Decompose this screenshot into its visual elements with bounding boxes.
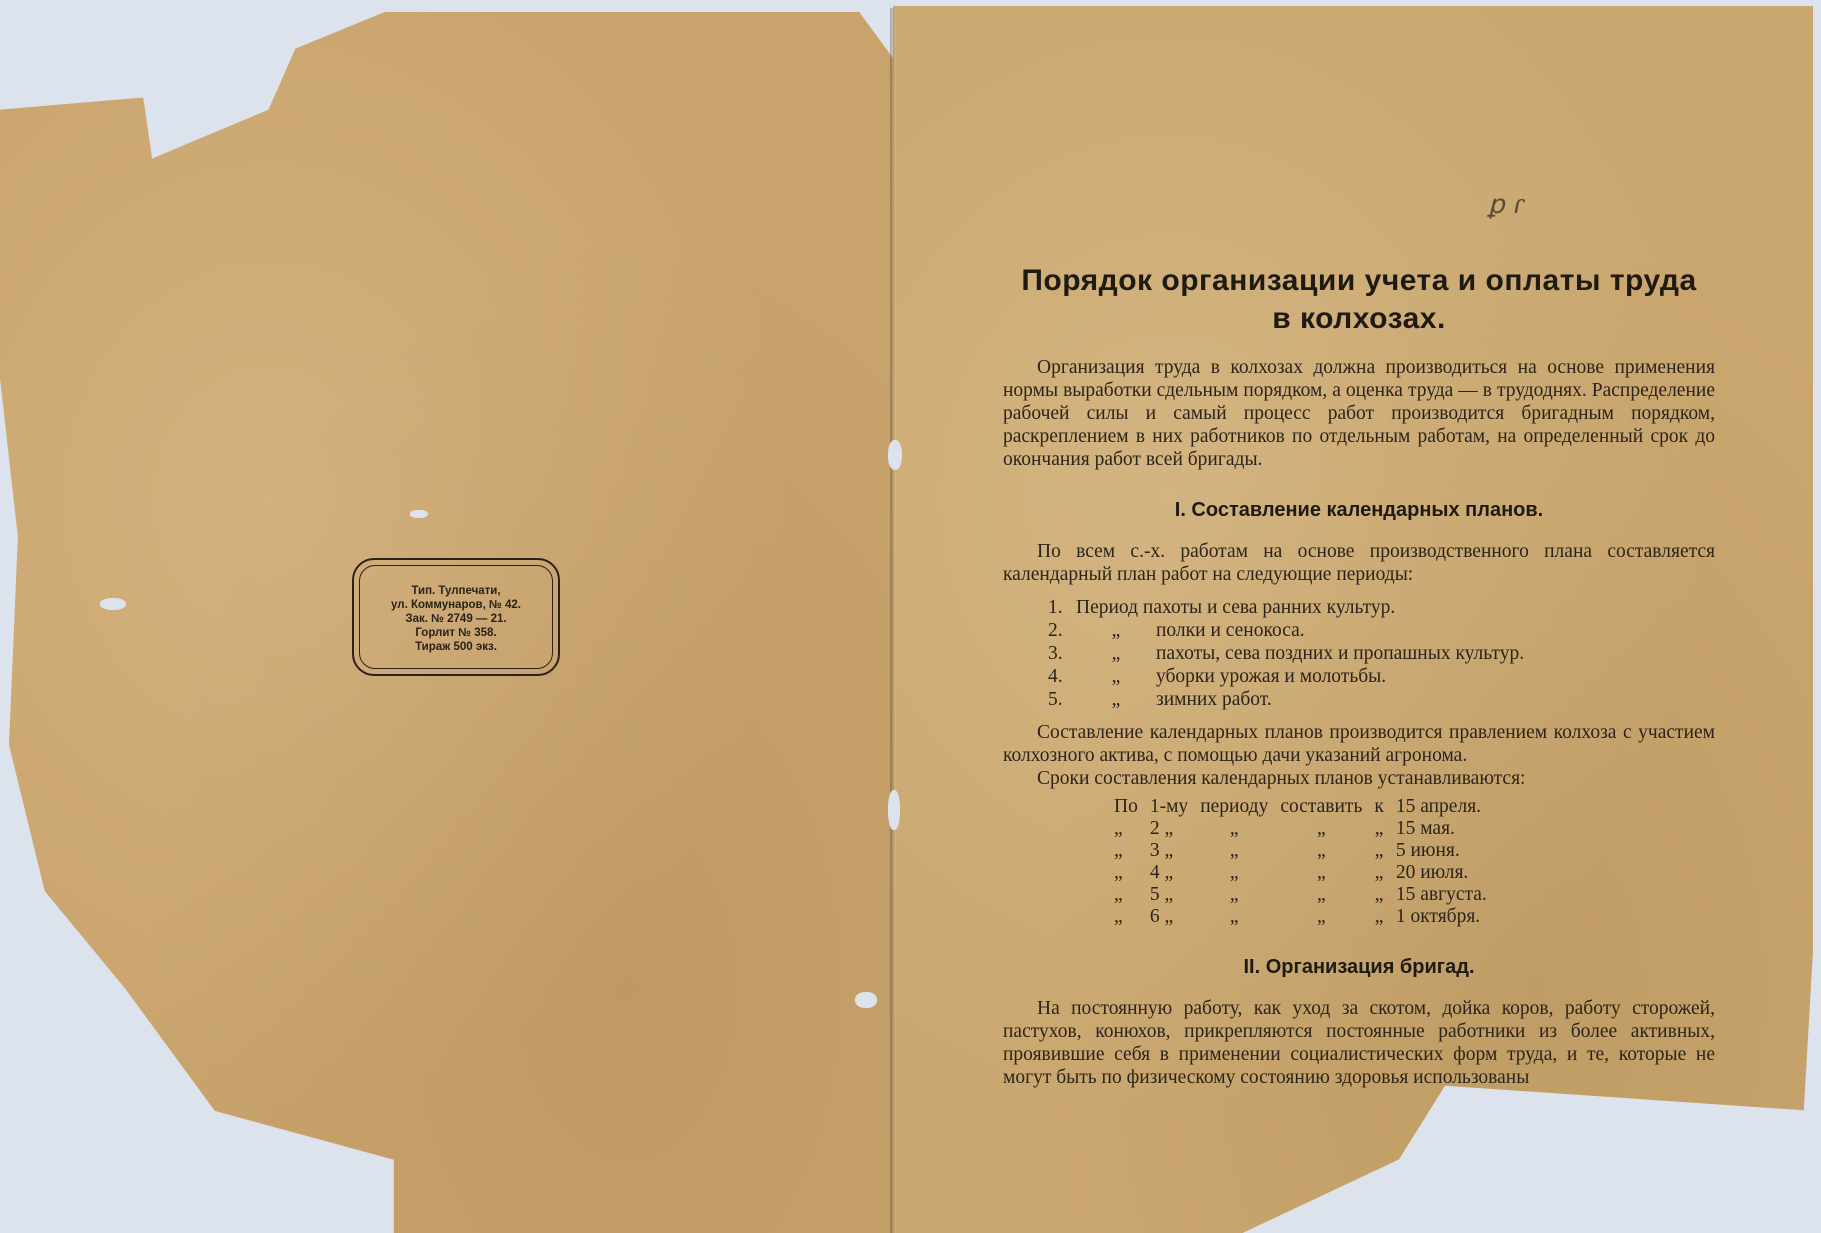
periods-list bbox=[1003, 596, 1715, 711]
section-2-paragraph: На постоянную работу, как уход за скотом, дойка коров, работу сторожей, пастухов, конюхов, прикрепляются постоянные работники из более активных, проявившие себя в применении социалистических форм труда, и те, которые не могут быть по физическому состоянию здоровья использованы bbox=[1003, 998, 1715, 1088]
section-1-heading: I. Составление календарных планов. bbox=[1174, 499, 1544, 521]
table-row bbox=[1108, 818, 1493, 840]
cell: „ bbox=[1114, 906, 1123, 927]
section-2-heading: II. Организация бригад. bbox=[1243, 956, 1475, 978]
cell: „ bbox=[1317, 862, 1326, 883]
item-text: уборки урожая и молотьбы. bbox=[1156, 666, 1387, 687]
section-1-paragraph: Сроки составления календарных планов устанавливаются: bbox=[1037, 768, 1526, 789]
cell: „ bbox=[1114, 884, 1123, 905]
cell: периоду bbox=[1200, 796, 1269, 817]
cell: „ bbox=[1229, 862, 1239, 883]
cell: 5 „ bbox=[1149, 884, 1174, 905]
item-text: зимних работ. bbox=[1156, 689, 1272, 710]
item-number: 4. bbox=[1048, 666, 1063, 687]
cell: 5 июня. bbox=[1395, 840, 1460, 861]
paper-hole bbox=[888, 790, 900, 830]
cell: 20 июля. bbox=[1395, 862, 1469, 883]
section-1-paragraph: Составление календарных планов производится правлением колхоза с участием колхозного актива, с помощью дачи указаний агронома. bbox=[1003, 722, 1715, 766]
cell: 6 „ bbox=[1149, 906, 1174, 927]
cell: к bbox=[1374, 796, 1384, 817]
cell: составить bbox=[1280, 796, 1363, 817]
imprint-text bbox=[354, 584, 558, 654]
cell: „ bbox=[1317, 818, 1326, 839]
ditto-mark: „ bbox=[1111, 643, 1121, 664]
cell: „ bbox=[1374, 818, 1384, 839]
cell: „ bbox=[1374, 906, 1384, 927]
table-row bbox=[1108, 796, 1493, 818]
list-item bbox=[1048, 642, 1715, 665]
cell: 1-му bbox=[1149, 796, 1189, 817]
item-number: 2. bbox=[1048, 620, 1063, 641]
item-number: 3. bbox=[1048, 643, 1063, 664]
cell: „ bbox=[1317, 906, 1326, 927]
ditto-mark: „ bbox=[1111, 666, 1121, 687]
cell: „ bbox=[1374, 884, 1384, 905]
printer-imprint-stamp bbox=[352, 558, 560, 676]
list-item bbox=[1048, 665, 1715, 688]
item-text: пахоты, сева поздних и пропашных культур. bbox=[1156, 643, 1525, 664]
intro-paragraph: Организация труда в колхозах должна производиться на основе применения нормы выработки сдельным порядком, а оценка труда — в трудоднях. Распределение рабочей силы и самый процесс работ производится бригадным порядком, раскреплением в них работников по отдельным работам, на определенный срок до окончания работ всей бригады. bbox=[1003, 357, 1715, 470]
cell: 15 мая. bbox=[1395, 818, 1455, 839]
handwritten-mark: ꝑ ɾ bbox=[1488, 190, 1525, 220]
cell: „ bbox=[1317, 884, 1326, 905]
cell: „ bbox=[1229, 818, 1239, 839]
cell: „ bbox=[1374, 862, 1384, 883]
ditto-mark: „ bbox=[1111, 689, 1121, 710]
cell: По bbox=[1114, 796, 1138, 817]
title-line: Порядок организации учета и оплаты труда bbox=[1021, 264, 1697, 297]
paper-hole bbox=[100, 598, 126, 610]
cell: 3 „ bbox=[1149, 840, 1174, 861]
cell: „ bbox=[1229, 840, 1239, 861]
table-row bbox=[1108, 862, 1493, 884]
cell: „ bbox=[1374, 840, 1384, 861]
item-number: 1. bbox=[1048, 597, 1063, 618]
item-text: Период пахоты и сева ранних культур. bbox=[1076, 597, 1396, 618]
cell: 15 августа. bbox=[1395, 884, 1487, 905]
cell: „ bbox=[1114, 818, 1123, 839]
imprint-line: ул. Коммунаров, № 42. bbox=[391, 599, 521, 611]
list-item bbox=[1048, 619, 1715, 642]
page-spine bbox=[890, 8, 896, 1233]
cell: „ bbox=[1317, 840, 1326, 861]
section-1-paragraph: По всем с.-х. работам на основе производственного плана составляется календарный план работ на следующие периоды: bbox=[1003, 541, 1715, 585]
cell: 1 октября. bbox=[1395, 906, 1481, 927]
table-row bbox=[1108, 884, 1493, 906]
list-item bbox=[1048, 688, 1715, 711]
table-row bbox=[1108, 840, 1493, 862]
item-number: 5. bbox=[1048, 689, 1063, 710]
document-body bbox=[1003, 262, 1715, 1089]
cell: „ bbox=[1114, 840, 1123, 861]
paper-hole bbox=[410, 510, 428, 518]
imprint-line: Тип. Тулпечати, bbox=[411, 585, 501, 597]
deadlines-table bbox=[1108, 796, 1493, 928]
table-row bbox=[1108, 906, 1493, 928]
imprint-line: Тираж 500 экз. bbox=[415, 641, 497, 653]
document-title bbox=[1003, 262, 1715, 338]
list-item bbox=[1048, 596, 1715, 619]
cell: „ bbox=[1229, 884, 1239, 905]
imprint-line: Зак. № 2749 — 21. bbox=[405, 613, 507, 625]
ditto-mark: „ bbox=[1111, 620, 1121, 641]
cell: 2 „ bbox=[1149, 818, 1174, 839]
imprint-line: Горлит № 358. bbox=[415, 627, 497, 639]
paper-hole bbox=[855, 992, 877, 1008]
cell: „ bbox=[1229, 906, 1239, 927]
cell: „ bbox=[1114, 862, 1123, 883]
cell: 15 апреля. bbox=[1395, 796, 1482, 817]
item-text: полки и сенокоса. bbox=[1156, 620, 1305, 641]
title-line: в колхозах. bbox=[1272, 302, 1446, 335]
paper-hole bbox=[888, 440, 902, 470]
cell: 4 „ bbox=[1149, 862, 1174, 883]
